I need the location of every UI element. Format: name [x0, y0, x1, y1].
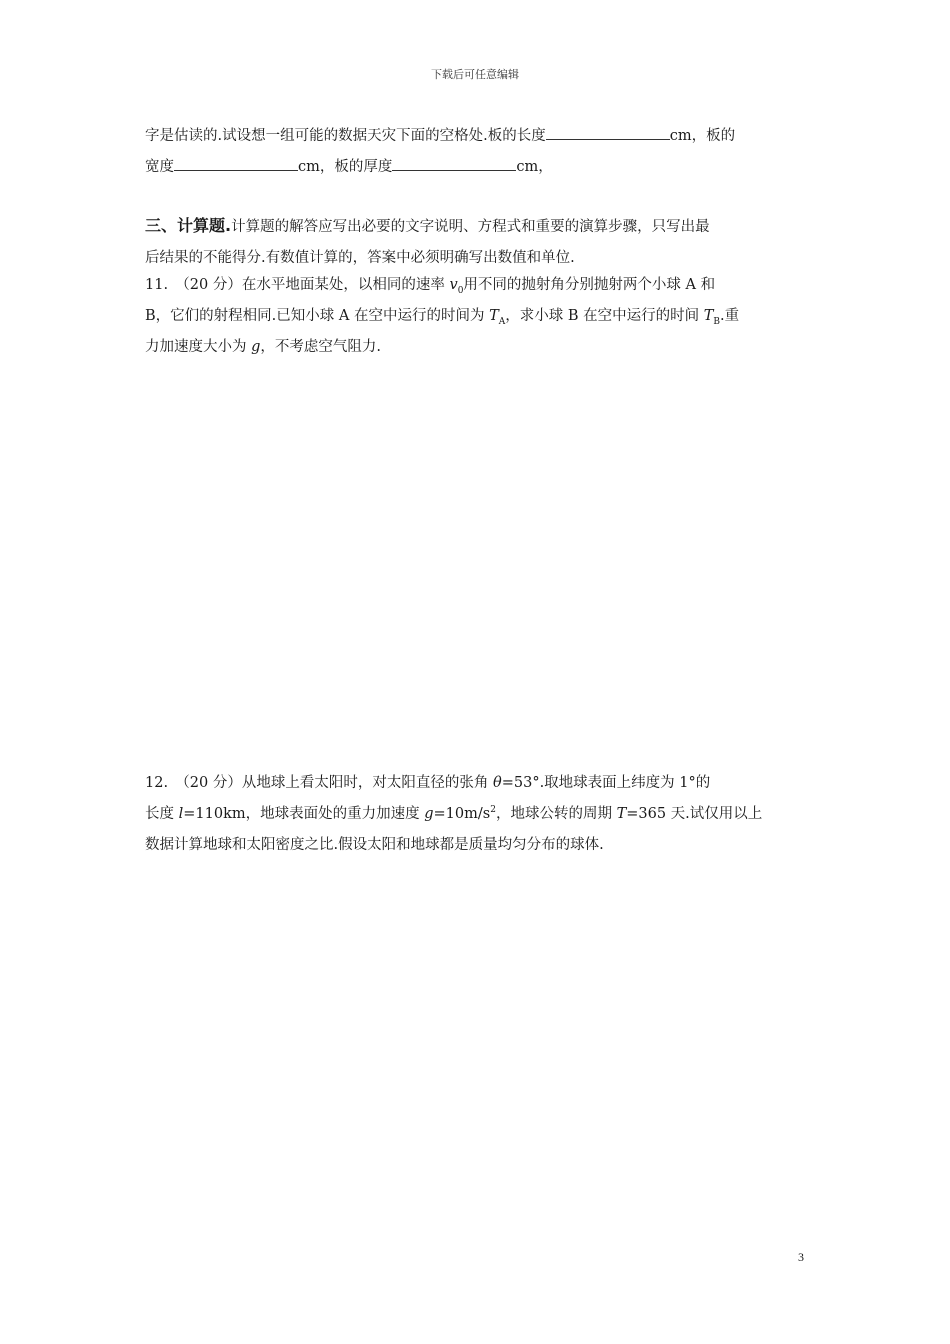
q12-theta-symbol: θ	[492, 775, 502, 791]
q11-ta-subscript: A	[498, 316, 506, 327]
page-header: 下载后可任意编辑	[431, 68, 519, 81]
continuation-text-1a: 字是估读的.试设想一组可能的数据天灾下面的空格处.板的长度	[145, 128, 546, 144]
q11-text-1b: 用不同的抛射角分别抛射两个小球 A 和	[463, 277, 716, 293]
q12-text-1b: =53°.取地球表面上纬度为 1°的	[501, 775, 711, 791]
section-3-title: 三、计算题.	[145, 216, 232, 235]
section-3	[145, 210, 807, 274]
thickness-answer-blank[interactable]	[392, 156, 516, 171]
length-answer-blank[interactable]	[546, 125, 670, 140]
q11-tb-subscript: B	[713, 316, 721, 327]
q12-l-symbol: l	[178, 806, 184, 822]
q11-text-1a: 11. （20 分）在水平地面某处，以相同的速率	[145, 277, 450, 293]
q12-text-2d: ，地球公转的周期	[495, 806, 617, 822]
q12-squared-superscript: 2	[490, 805, 496, 816]
section-3-line-1	[145, 210, 807, 243]
q12-text-2a: 长度	[145, 806, 179, 822]
q11-text-2b: ，求小球 B 在空中运行的时间	[505, 308, 704, 324]
q12-t-symbol: T	[616, 806, 627, 822]
page-number: 3	[798, 1250, 804, 1264]
q12-text-1a: 12. （20 分）从地球上看太阳时，对太阳直径的张角	[145, 775, 493, 791]
section-3-desc-1: 计算题的解答应写出必要的文字说明、方程式和重要的演算步骤，只写出最	[231, 219, 710, 235]
continuation-line-2	[145, 152, 807, 183]
continuation-line-1	[145, 121, 807, 152]
q12-text-3: 数据计算地球和太阳密度之比.假设太阳和地球都是质量均匀分布的球体.	[145, 837, 604, 853]
q11-line-3	[145, 332, 807, 363]
question-continuation	[145, 121, 807, 183]
q11-text-2c: .重	[720, 308, 740, 324]
q11-g-symbol: g	[251, 339, 261, 355]
continuation-text-2c: cm，	[516, 159, 553, 175]
q12-text-2c: =10m/s	[433, 806, 491, 822]
continuation-text-1b: cm，板的	[669, 128, 736, 144]
q11-line-1	[145, 270, 807, 301]
q11-tb-symbol: T	[703, 308, 714, 324]
q12-line-1	[145, 768, 807, 799]
q11-ta-symbol: T	[489, 308, 499, 324]
q12-g-symbol: g	[424, 806, 434, 822]
q12-line-2	[145, 799, 807, 830]
q11-text-3a: 力加速度大小为	[145, 339, 252, 355]
question-12	[145, 768, 807, 861]
q11-line-2	[145, 301, 807, 332]
question-11	[145, 270, 807, 363]
continuation-text-2a: 宽度	[145, 159, 174, 175]
q11-v-subscript: 0	[457, 285, 464, 296]
q11-v-symbol: v	[449, 277, 458, 293]
width-answer-blank[interactable]	[174, 156, 298, 171]
section-3-desc-2: 后结果的不能得分.有数值计算的，答案中必须明确写出数值和单位.	[145, 250, 575, 266]
continuation-text-2b: cm，板的厚度	[298, 159, 393, 175]
q11-text-2a: B，它们的射程相同.已知小球 A 在空中运行的时间为	[145, 308, 490, 324]
q11-text-3b: ，不考虑空气阻力.	[260, 339, 382, 355]
q12-line-3	[145, 830, 807, 861]
q12-text-2e: =365 天.试仅用以上	[626, 806, 763, 822]
q12-text-2b: =110km，地球表面处的重力加速度	[183, 806, 425, 822]
